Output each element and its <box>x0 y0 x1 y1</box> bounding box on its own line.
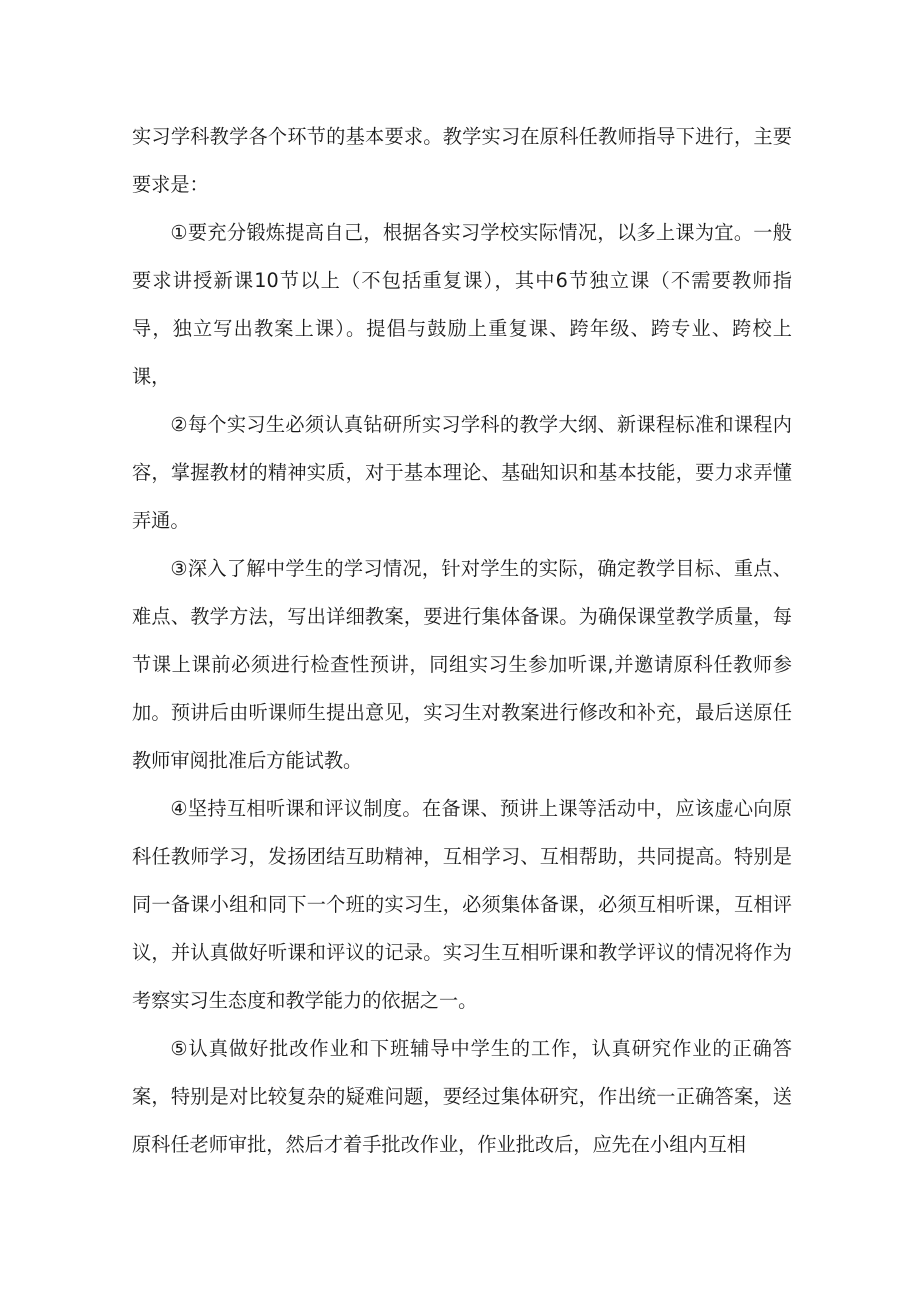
paragraph-item-1: ①要充分锻炼提高自己，根据各实习学校实际情况，以多上课为宜。一般要求讲授新课10节以上（不包括重复课），其中6节独立课（不需要教师指导，独立写出教案上课）。提倡与鼓励上重复课、跨年级、跨专业、跨校上课， <box>132 221 792 388</box>
paragraph-continuation: 实习学科教学各个环节的基本要求。教学实习在原科任教师指导下进行，主要要求是： <box>132 125 792 196</box>
document-body <box>132 113 792 1169</box>
paragraph-item-3: ③深入了解中学生的学习情况，针对学生的实际，确定教学目标、重点、难点、教学方法，写出详细教案，要进行集体备课。为确保课堂教学质量，每节课上课前必须进行检查性预讲，同组实习生参加听课,并邀请原科任教师参加。预讲后由听课师生提出意见，实习生对教案进行修改和补充，最后送原任教师审阅批准后方能试教。 <box>132 557 792 772</box>
paragraph-item-5: ⑤认真做好批改作业和下班辅导中学生的工作，认真研究作业的正确答案，特别是对比较复杂的疑难问题，要经过集体研究，作出统一正确答案，送原科任老师审批，然后才着手批改作业，作业批改后，应先在小组内互相 <box>132 1037 792 1156</box>
paragraph-item-2: ②每个实习生必须认真钻研所实习学科的教学大纲、新课程标准和课程内容，掌握教材的精神实质，对于基本理论、基础知识和基本技能，要力求弄懂弄通。 <box>132 413 792 532</box>
paragraph-item-4: ④坚持互相听课和评议制度。在备课、预讲上课等活动中，应该虚心向原科任教师学习，发扬团结互助精神，互相学习、互相帮助，共同提高。特别是同一备课小组和同下一个班的实习生，必须集体备课，必须互相听课，互相评议，并认真做好听课和评议的记录。实习生互相听课和教学评议的情况将作为考察实习生态度和教学能力的依据之一。 <box>132 797 792 1012</box>
